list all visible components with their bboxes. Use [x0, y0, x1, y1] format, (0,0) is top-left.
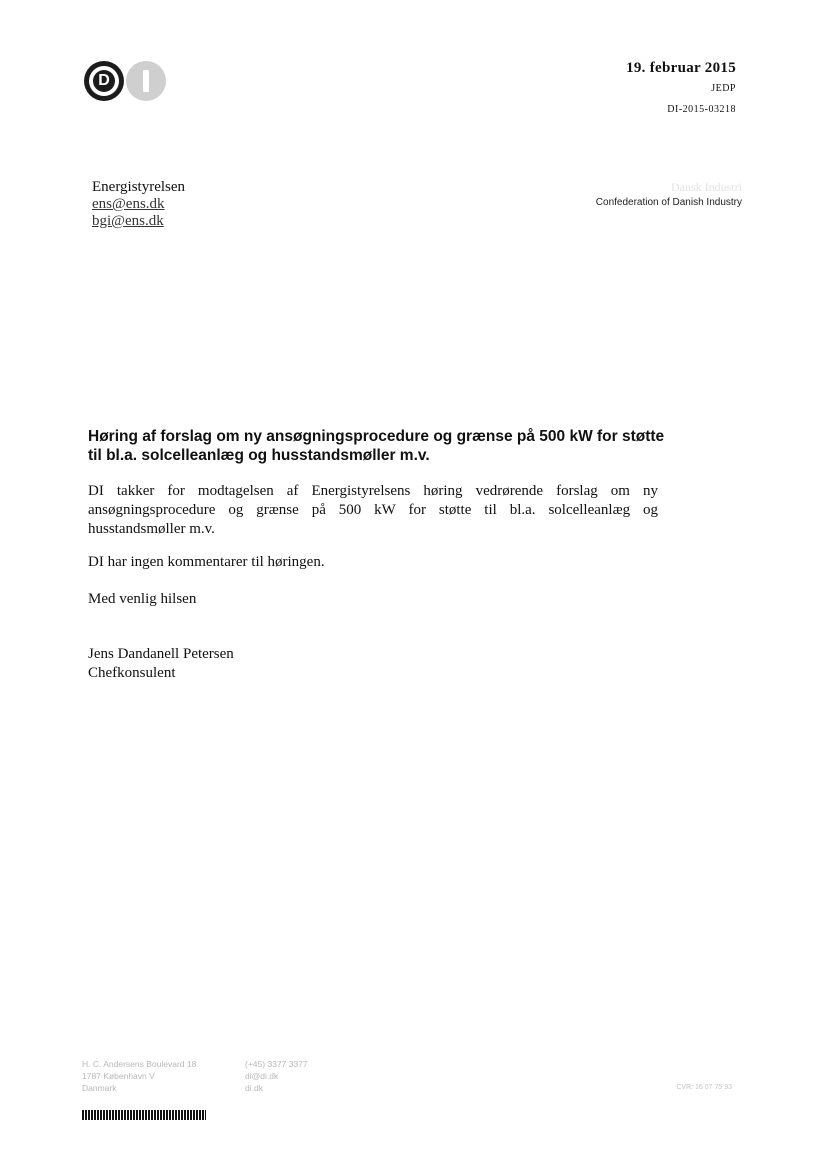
recipient-email-link[interactable]: bgi@ens.dk — [92, 213, 164, 229]
letter-date: 19. februar 2015 — [626, 60, 736, 76]
recipient-email-link[interactable]: ens@ens.dk — [92, 196, 165, 212]
letter-meta — [626, 60, 736, 115]
signature-block — [88, 645, 234, 683]
organization-confederation: Confederation of Danish Industry — [595, 197, 742, 208]
footer-contact — [245, 1058, 308, 1094]
footer-address-line: 1787 København V — [82, 1071, 155, 1081]
footer-cvr: CVR: 16 07 75 93 — [676, 1084, 732, 1091]
recipient-block — [92, 179, 185, 230]
footer-address-line: H. C. Andersens Boulevard 18 — [82, 1059, 197, 1069]
reference-number: DI-2015-03218 — [667, 104, 736, 115]
logo-d-letter: D — [93, 70, 115, 92]
footer-phone: (+45) 3377 3377 — [245, 1059, 308, 1069]
footer-web: di.dk — [245, 1083, 263, 1093]
closing-greeting: Med venlig hilsen — [88, 591, 197, 607]
body-paragraph-2: DI har ingen kommentarer til høringen. — [88, 554, 325, 570]
organization-block — [596, 180, 742, 208]
footer-email: di@di.dk — [245, 1071, 279, 1081]
author-initials: JEDP — [711, 83, 736, 94]
signature-title: Chefkonsulent — [88, 665, 176, 681]
logo-i-circle — [126, 61, 166, 101]
signature-name: Jens Dandanell Petersen — [88, 646, 234, 662]
organization-name: Dansk Industri — [671, 180, 742, 194]
letter-heading: Høring af forslag om ny ansøgningsprocedure og grænse på 500 kW for støtte til bl.a. solcelleanlæg og husstandsmøller m.v. — [88, 428, 665, 464]
recipient-name: Energistyrelsen — [92, 179, 186, 195]
footer-address-line: Danmark — [82, 1083, 117, 1093]
di-logo — [84, 61, 168, 103]
barcode — [82, 1110, 206, 1120]
footer-address — [82, 1058, 196, 1094]
body-paragraph-1: DI takker for modtagelsen af Energistyrelsens høring vedrørende forslag om ny ansøgningsprocedure og grænse på 500 kW for støtte til bl.a. solcelleanlæg og husstandsmøller m.v. — [88, 483, 658, 537]
logo-d-circle — [84, 61, 124, 101]
